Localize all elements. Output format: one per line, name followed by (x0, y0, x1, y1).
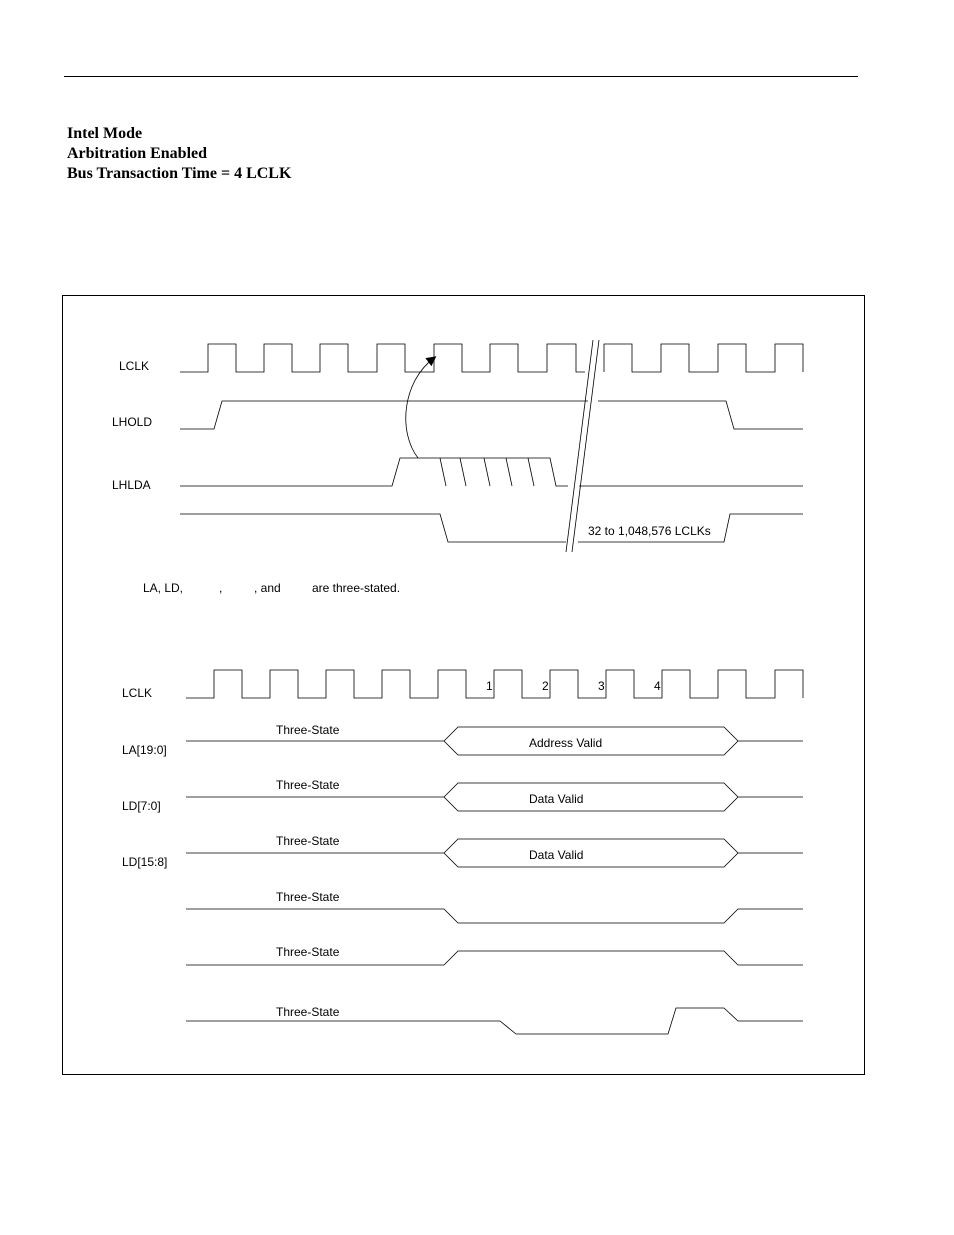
cycle-3-label: 3 (598, 679, 605, 693)
la-three-state-label: Three-State (276, 723, 340, 737)
control-b-three-state-label: Three-State (276, 945, 340, 959)
upper-lclk-waveform (180, 344, 803, 372)
ld-low-label: LD[7:0] (122, 799, 161, 813)
note-text-4: are three-stated. (312, 581, 401, 595)
heading-transaction-time: Bus Transaction Time = 4 LCLK (67, 165, 292, 182)
heading-mode: Intel Mode (67, 125, 143, 142)
lhold-label: LHOLD (112, 415, 153, 429)
control-a-waveform (186, 909, 803, 923)
duration-label: 32 to 1,048,576 LCLKs (588, 524, 711, 538)
control-c-three-state-label: Three-State (276, 1005, 340, 1019)
note-text-2: , (219, 581, 223, 595)
ld-high-data-valid-label: Data Valid (529, 848, 584, 862)
heading-arbitration: Arbitration Enabled (67, 145, 208, 162)
lower-lclk-waveform (186, 670, 803, 698)
cycle-1-label: 1 (486, 679, 493, 693)
ld-high-three-state-label: Three-State (276, 834, 340, 848)
causality-arrow (406, 358, 434, 458)
upper-lclk-label: LCLK (119, 359, 150, 373)
ld-low-three-state-label: Three-State (276, 778, 340, 792)
note-text-3: , and (254, 581, 281, 595)
lhold-waveform (180, 401, 803, 429)
control-a-three-state-label: Three-State (276, 890, 340, 904)
ld-high-label: LD[15:8] (122, 855, 168, 869)
note-text-1: LA, LD, (143, 581, 184, 595)
la-label: LA[19:0] (122, 743, 167, 757)
lhlda-hatching (440, 458, 534, 486)
ld-low-data-valid-label: Data Valid (529, 792, 584, 806)
cycle-2-label: 2 (542, 679, 549, 693)
address-valid-label: Address Valid (529, 736, 603, 750)
cycle-4-label: 4 (654, 679, 661, 693)
lower-lclk-label: LCLK (122, 686, 153, 700)
lhlda-waveform (180, 458, 803, 486)
lhlda-label: LHLDA (112, 478, 151, 492)
